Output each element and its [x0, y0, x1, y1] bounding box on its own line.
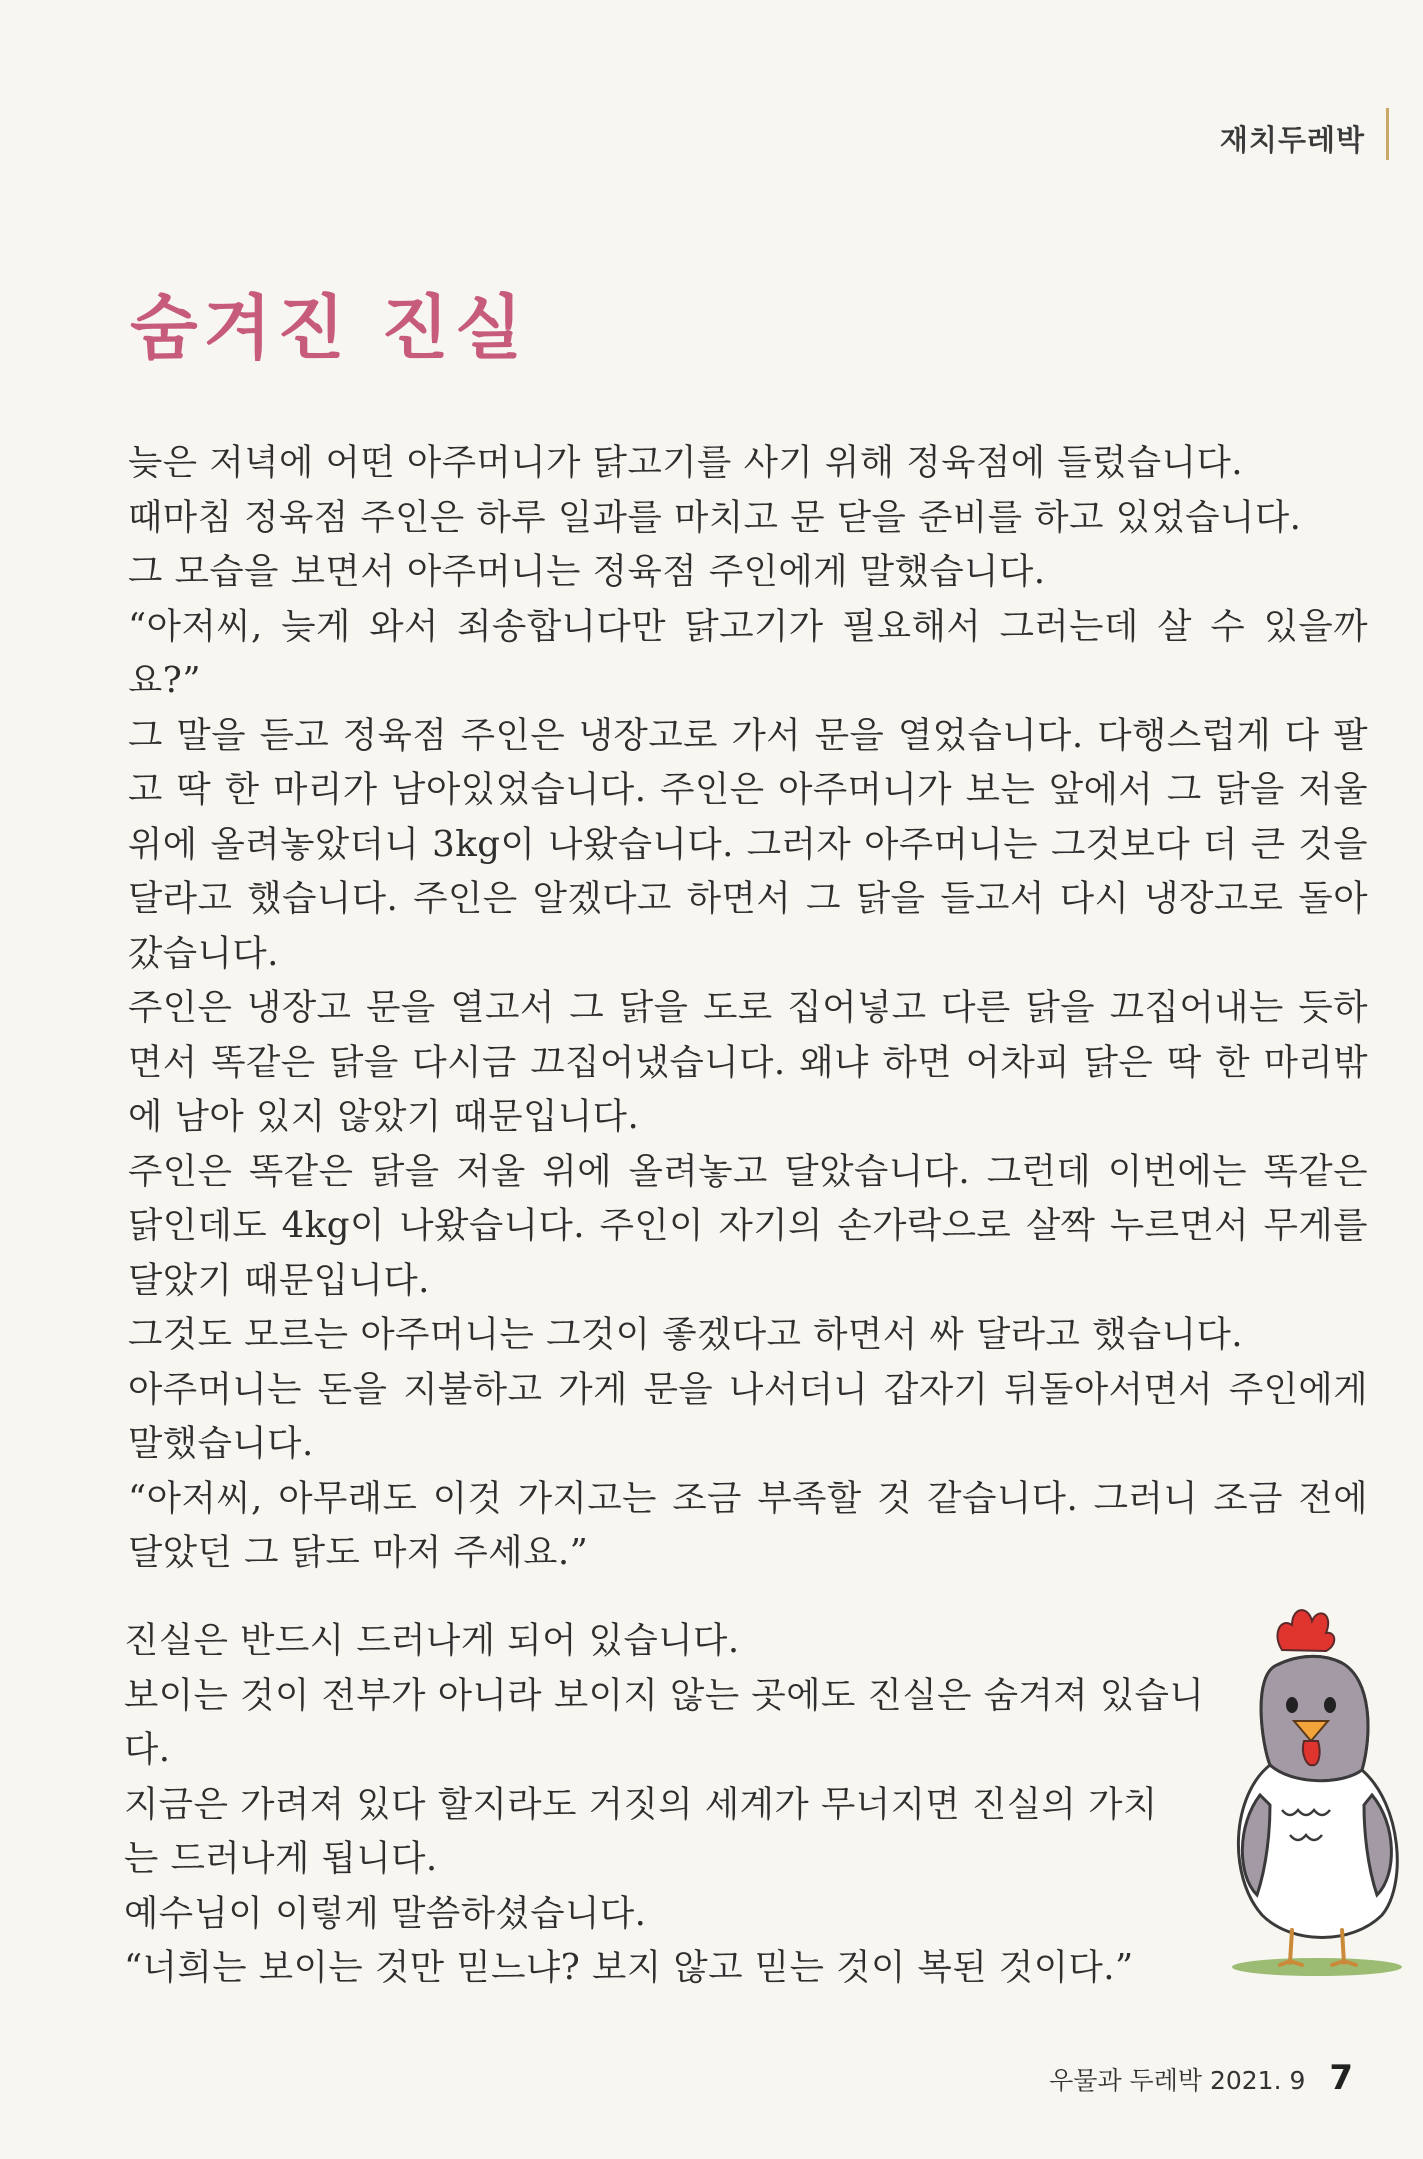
page-number: 7	[1329, 2058, 1353, 2098]
hen-illustration-icon	[1222, 1595, 1402, 1980]
story-paragraph: 때마침 정육점 주인은 하루 일과를 마치고 문 닫을 준비를 하고 있었습니다.	[128, 496, 1302, 538]
story-paragraph: “아저씨, 아무래도 이것 가지고는 조금 부족할 것 같습니다. 그러니 조금 전에 달았던 그 닭도 마저 주세요.”	[128, 1477, 1368, 1573]
story-paragraph: 주인은 똑같은 닭을 저울 위에 올려놓고 달았습니다. 그런데 이번에는 똑같은 닭인데도 4kg이 나왔습니다. 주인이 자기의 손가락으로 살짝 누르면서 무게를 달았기 때문입니다.	[128, 1150, 1368, 1301]
story-paragraph: 주인은 냉장고 문을 열고서 그 닭을 도로 집어넣고 다른 닭을 끄집어내는 듯하면서 똑같은 닭을 다시금 끄집어냈습니다. 왜냐 하면 어차피 닭은 딱 한 마리밖에 남아 있지 않았기 때문입니다.	[128, 987, 1368, 1137]
story-paragraph: 그것도 모르는 아주머니는 그것이 좋겠다고 하면서 싸 달라고 했습니다.	[128, 1314, 1244, 1355]
story-paragraph: 아주머니는 돈을 지불하고 가게 문을 나서더니 갑자기 뒤돌아서면서 주인에게 말했습니다.	[128, 1368, 1368, 1464]
closing-line: 진실은 반드시 드러나게 되어 있습니다.	[124, 1620, 740, 1661]
section-marker-bar	[1386, 108, 1389, 160]
page-footer	[1049, 2058, 1353, 2098]
closing-line: 예수님이 이렇게 말씀하셨습니다.	[124, 1892, 647, 1934]
section-tag: 재치두레박	[1219, 123, 1365, 157]
story-paragraph: “아저씨, 늦게 와서 죄송합니다만 닭고기가 필요해서 그러는데 살 수 있을까요?”	[128, 605, 1368, 701]
story-paragraph: 늦은 저녁에 어떤 아주머니가 닭고기를 사기 위해 정육점에 들렀습니다.	[128, 442, 1244, 483]
closing-quote: “너희는 보이는 것만 믿느냐? 보지 않고 믿는 것이 복된 것이다.”	[124, 1947, 1134, 1988]
closing-line: 보이는 것이 전부가 아니라 보이지 않는 곳에도 진실은 숨겨져 있습니다.	[124, 1674, 1205, 1770]
publication-name: 우물과 두레박 2021. 9	[1049, 2066, 1306, 2095]
story-body	[128, 436, 1368, 1581]
story-paragraph: 그 말을 듣고 정육점 주인은 냉장고로 가서 문을 열었습니다. 다행스럽게 다 팔고 딱 한 마리가 남아있었습니다. 주인은 아주머니가 보는 앞에서 그 닭을 저울위에 올려놓았더니 3kg이 나왔습니다. 그러자 아주머니는 그것보다 더 큰 것을 달라고 했습니다. 주인은 알겠다고 하면서 그 닭을 들고서 다시 냉장고로 돌아갔습니다.	[128, 714, 1368, 974]
closing-message	[124, 1614, 1244, 1996]
closing-line: 지금은 가려져 있다 할지라도 거짓의 세계가 무너지면 진실의 가치는 드러나게 됩니다.	[124, 1783, 1158, 1879]
page-title: 숨겨진 진실	[130, 287, 529, 369]
story-paragraph: 그 모습을 보면서 아주머니는 정육점 주인에게 말했습니다.	[128, 551, 1046, 592]
